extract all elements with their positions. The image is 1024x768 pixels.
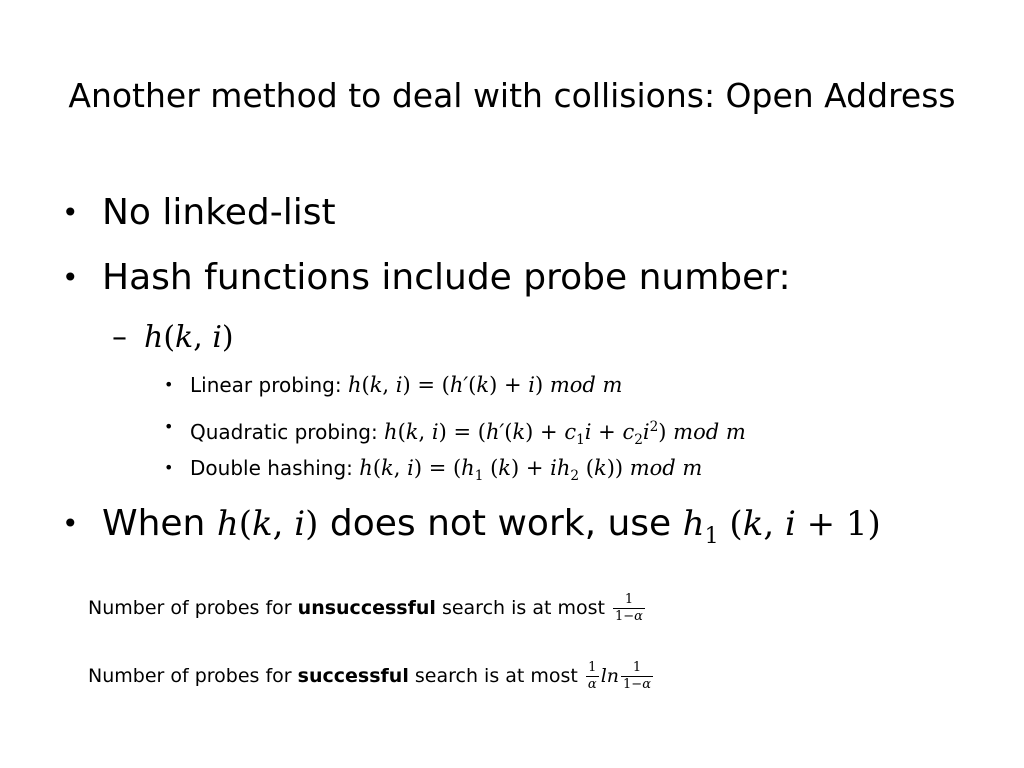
- note-prefix: Number of probes for: [88, 597, 292, 619]
- math-hki-inline: h(k, i): [216, 504, 319, 544]
- sub-bullet-hki: [112, 318, 234, 358]
- bullet-marker: •: [164, 375, 174, 394]
- linear-probing-item: [164, 371, 623, 399]
- linear-probing-formula: h(k, i) = (h′(k) + i) mod m: [347, 373, 623, 397]
- fraction-1-over-1-minus-alpha: $\frac{1}{1-\alpha}$: [623, 660, 651, 692]
- bullet-text: No linked-list: [102, 192, 336, 233]
- note-emphasis: successful: [297, 665, 409, 687]
- bullet-marker: •: [164, 417, 174, 436]
- math-hki: h(k, i): [144, 320, 234, 355]
- bullet-when: [62, 502, 881, 558]
- note-prefix: Number of probes for: [88, 665, 292, 687]
- bullet-marker: •: [62, 196, 79, 229]
- note-emphasis: unsuccessful: [297, 597, 436, 619]
- bullet-marker: •: [62, 507, 79, 540]
- quadratic-probing-item: [164, 413, 746, 454]
- note-suffix: search is at most: [414, 665, 578, 687]
- bullet-marker: •: [62, 261, 79, 294]
- bullet-when-middle: does not work, use: [329, 503, 672, 544]
- linear-probing-label: Linear probing:: [190, 373, 342, 397]
- bullet-when-prefix: When: [102, 503, 206, 544]
- note-unsuccessful: [88, 588, 647, 628]
- bullet-hash-functions: [62, 256, 791, 300]
- dash-marker: –: [112, 320, 127, 355]
- bullet-marker: •: [164, 458, 174, 477]
- slide-title: Another method to deal with collisions: Open Address: [68, 76, 956, 115]
- double-hashing-formula: h(k, $i) = (h_1$ $(k) + ih_2$ (k)) mod m: [359, 456, 703, 485]
- quadratic-probing-formula: h(k, $i) = (h'(k) + c_1i + c_2i^2)$ mod m: [384, 419, 746, 449]
- quadratic-probing-label: Quadratic probing:: [190, 420, 378, 444]
- double-hashing-item: [164, 454, 703, 490]
- fraction-1-over-alpha: $\frac{1}{\alpha}$: [587, 660, 597, 692]
- math-h1-k-i-plus-1: $h_1$ (k, i + 1): [682, 504, 881, 549]
- bullet-no-linked-list: [62, 191, 336, 235]
- note-suffix: search is at most: [441, 597, 605, 619]
- note-successful: [88, 656, 655, 696]
- math-ln: ln: [600, 665, 620, 687]
- double-hashing-label: Double hashing:: [190, 456, 353, 480]
- bullet-text: Hash functions include probe number:: [102, 257, 791, 298]
- fraction-1-over-1-minus-alpha: $\frac{1}{1-\alpha}$: [614, 592, 643, 624]
